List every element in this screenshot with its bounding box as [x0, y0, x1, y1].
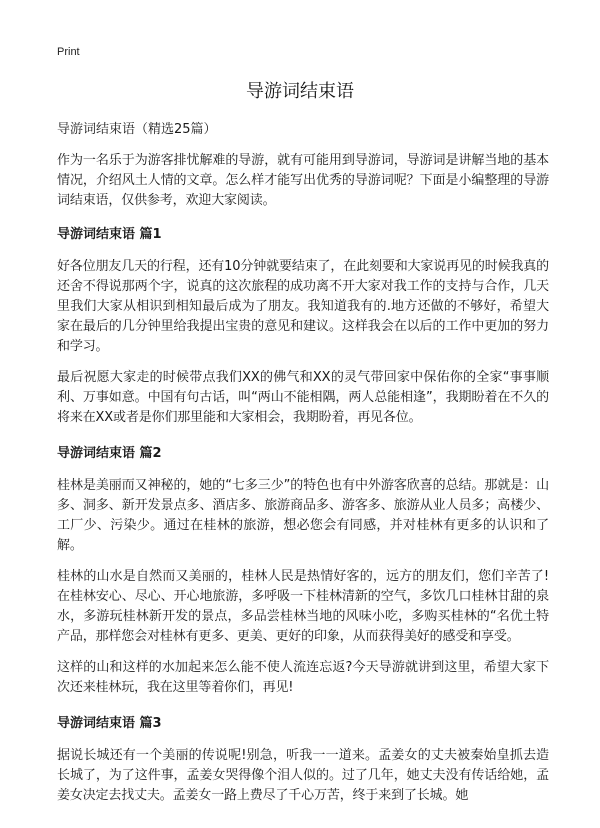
section-3 — [57, 714, 549, 806]
section-2 — [57, 444, 549, 698]
section-paragraph: 桂林是美丽而又神秘的，她的“七多三少”的特色也有中外游客欣喜的总结。那就是：山多、洞多、新开发景点多、酒店多、旅游商品多、游客多、旅游从业人员多；高楼少、工厂少、污染少。通过在桂林的旅游，想必您会有同感，并对桂林有更多的认识和了解。 — [57, 478, 549, 553]
section-paragraph: 最后祝愿大家走的时候带点我们XX的佛气和XX的灵气带回家中保佑你的全家“事事顺利、万事如意。中国有句古话，叫“两山不能相隅，两人总能相逢”，我期盼着在不久的将来在XX或者是你们那里能和大家相会，我期盼着，再见各位。 — [57, 370, 549, 425]
document-subtitle: 导游词结束语（精选25篇） — [57, 122, 217, 137]
section-1 — [57, 225, 549, 428]
intro-paragraph: 作为一名乐于为游客排忧解难的导游，就有可能用到导游词，导游词是讲解当地的基本情况，介绍风土人情的文章。怎么样才能写出优秀的导游词呢？下面是小编整理的导游词结束语，仅供参考，欢迎大家阅读。 — [57, 153, 549, 208]
page-title: 导游词结束语 — [246, 81, 354, 102]
section-paragraph: 这样的山和这样的水加起来怎么能不使人流连忘返?今天导游就讲到这里，希望大家下次还来桂林玩，我在这里等着你们，再见! — [57, 660, 549, 695]
section-heading: 导游词结束语 篇1 — [57, 227, 162, 242]
section-paragraph: 好各位朋友几天的行程，还有10分钟就要结束了，在此刻要和大家说再见的时候我真的还舍不得说那两个字，说真的这次旅程的成功离不开大家对我工作的支持与合作，几天里我们大家从相识到相知最后成为了朋友。我知道我有的.地方还做的不够好，希望大家在最后的几分钟里给我提出宝贵的意见和建议。这样我会在以后的工作中更加的努力和学习。 — [57, 259, 549, 354]
document-body — [57, 120, 549, 817]
section-heading: 导游词结束语 篇2 — [57, 446, 162, 461]
section-paragraph: 据说长城还有一个美丽的传说呢!别急，听我一一道来。孟姜女的丈夫被秦始皇抓去造长城了，为了这件事，孟姜女哭得像个泪人似的。过了几年，她丈夫没有传话给她，孟姜女决定去找丈夫。孟姜女一路上费尽了千心万苦，终于来到了长城。她 — [57, 748, 549, 803]
print-link[interactable]: Print — [57, 46, 80, 58]
section-heading: 导游词结束语 篇3 — [57, 716, 162, 731]
section-paragraph: 桂林的山水是自然而又美丽的，桂林人民是热情好客的，远方的朋友们，您们辛苦了!在桂林安心、尽心、开心地旅游，多呼吸一下桂林清新的空气，多饮几口桂林甘甜的泉水，多游玩桂林新开发的景点，多品尝桂林当地的风味小吃，多购买桂林的“名优土特产品，那样您会对桂林有更多、更美、更好的印象，从而获得美好的感受和享受。 — [57, 569, 549, 644]
